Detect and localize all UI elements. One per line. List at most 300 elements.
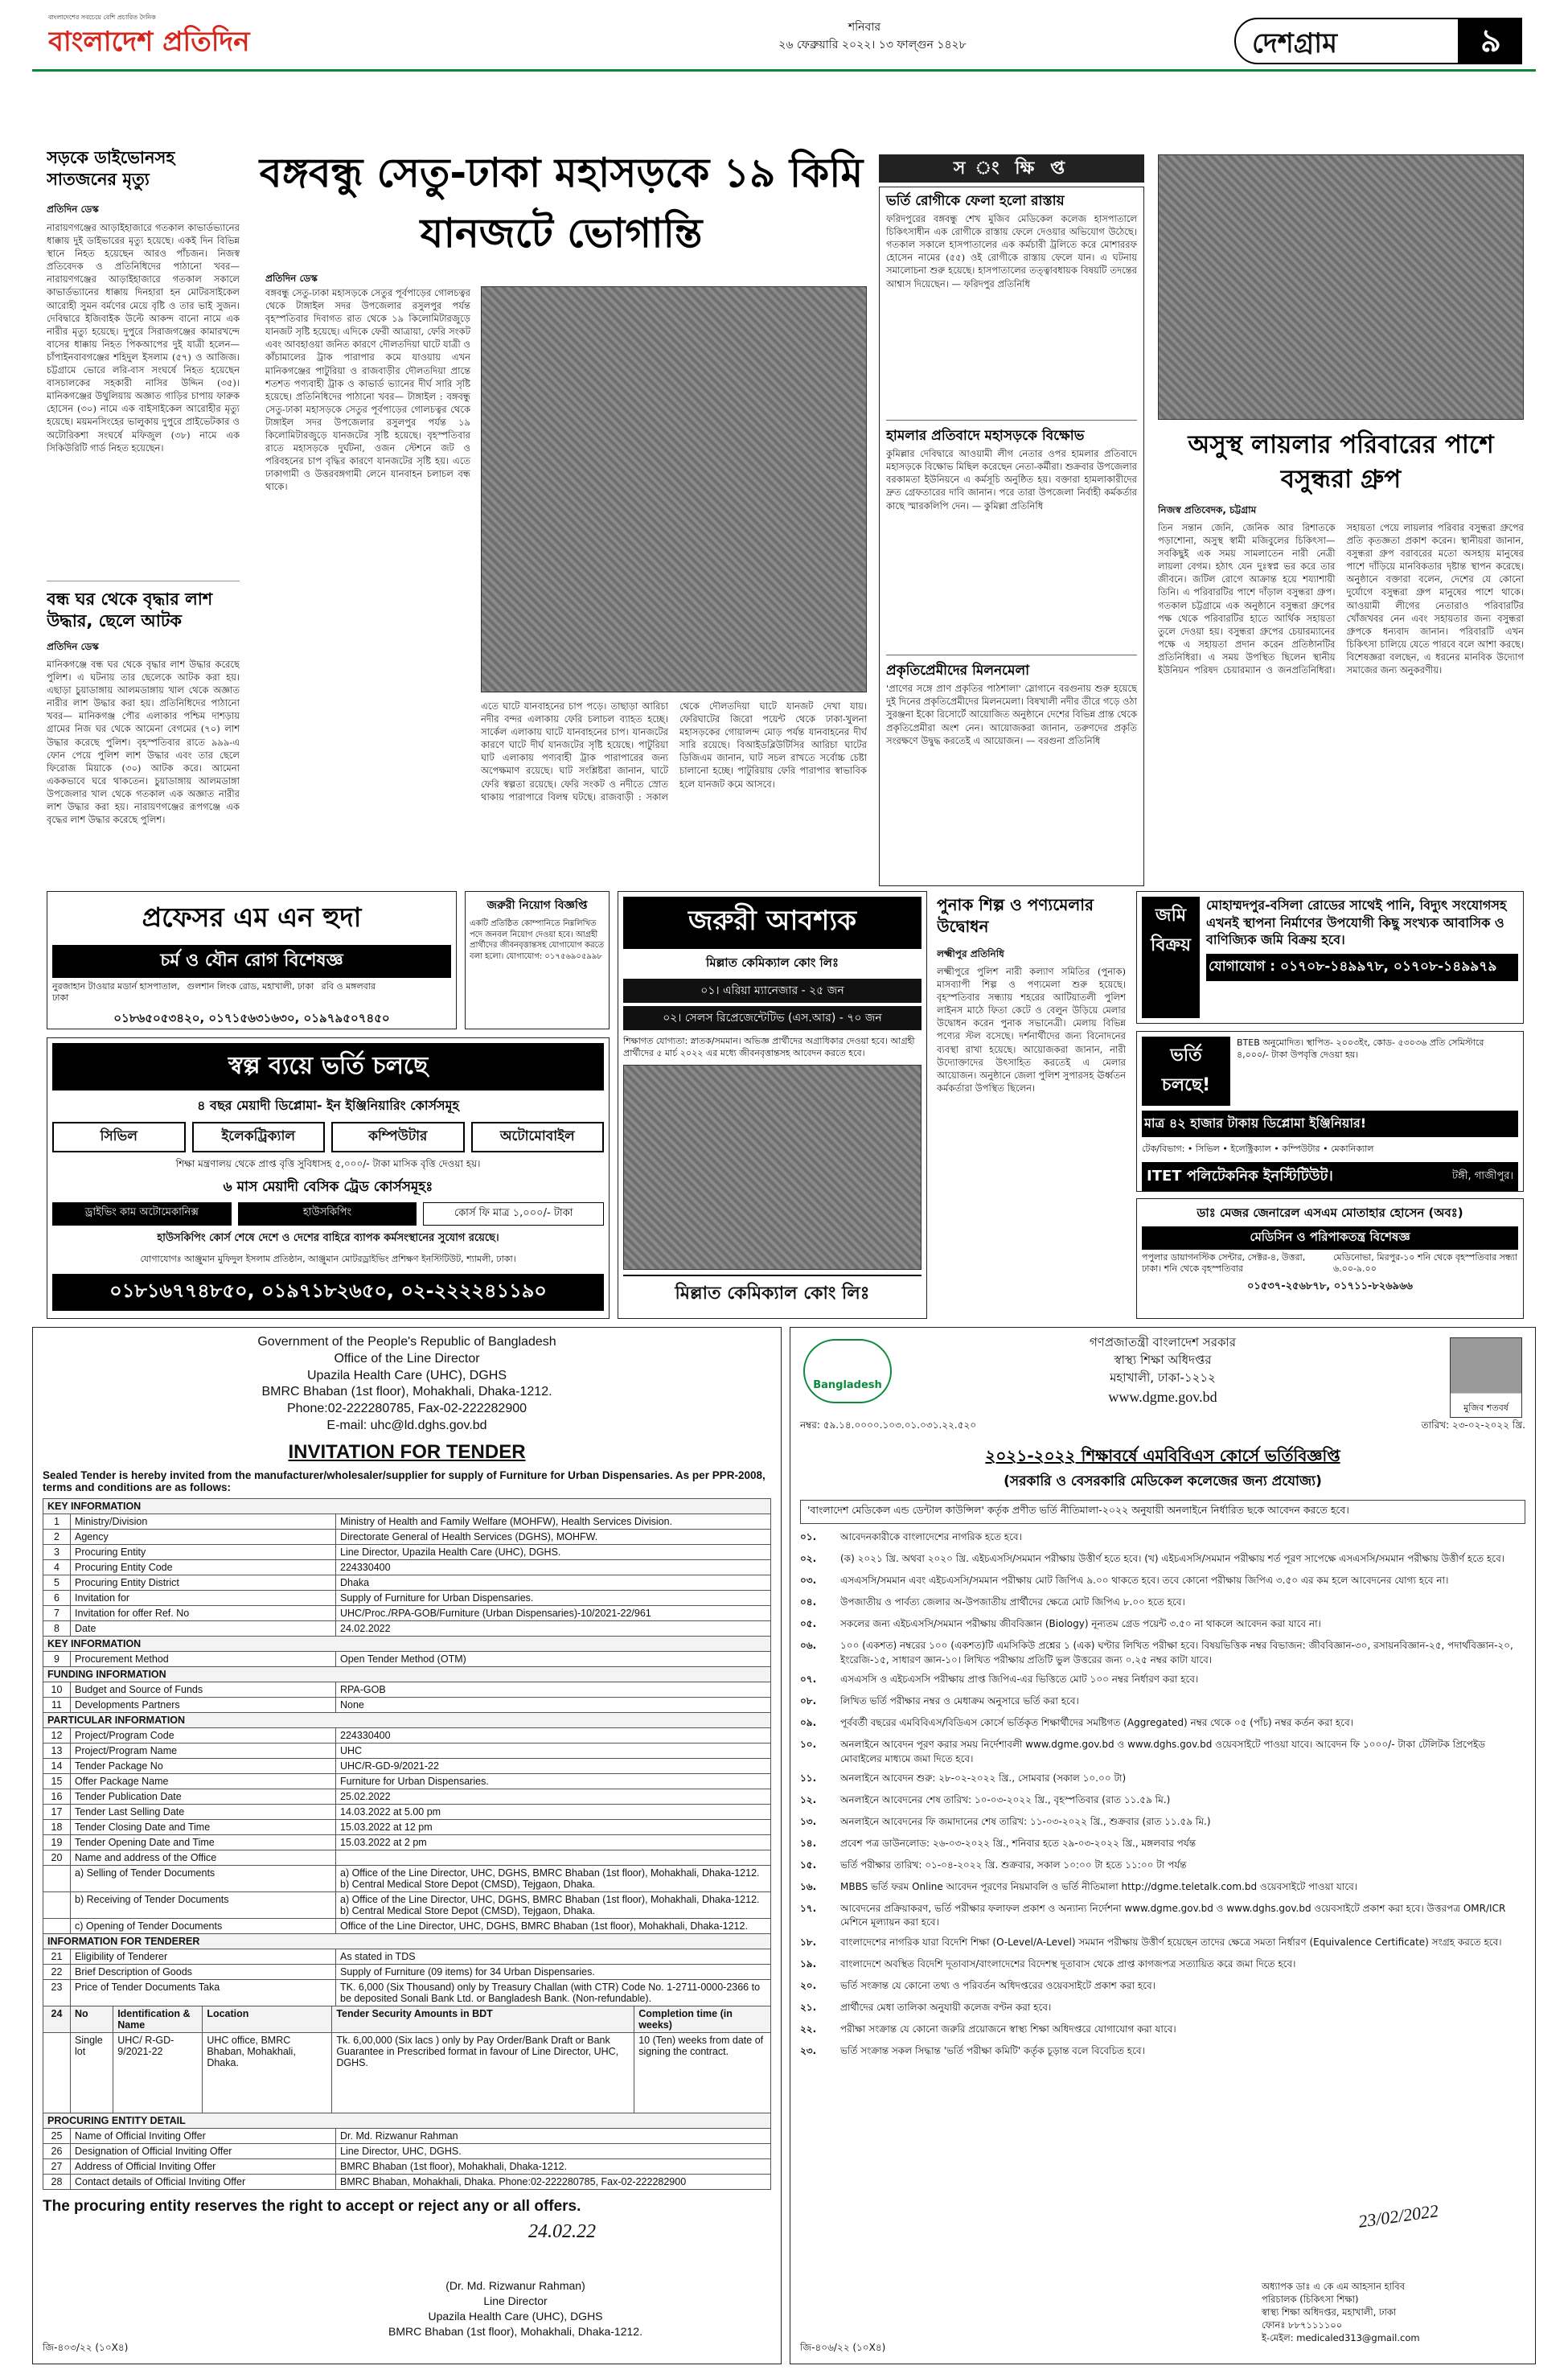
row-label: Ministry/Division [71,1514,336,1529]
row-value: 25.02.2022 [336,1789,771,1804]
masthead-tagline: বাংলাদেশের সবচেয়ে বেশি প্রচারিত দৈনিক [48,14,156,21]
list-item [800,1902,1525,1930]
list-item [800,1552,1525,1568]
mbbs-gov: গণপ্রজাতন্ত্রী বাংলাদেশ সরকার [1089,1335,1237,1349]
story2-body: মানিকগঞ্জে বন্ধ ঘর থেকে বৃদ্ধার লাশ উদ্ধার করেছে পুলিশ। এ ঘটনায় তার ছেলেকে আটক করা হয়। এছাড়া চুয়াডাঙ্গায় আলমডাঙ্গায় খাল থেকে অজ্ঞাত নারীর লাশ উদ্ধার করা হয়। প্রতিনিধিদের পাঠানো খবর— মানিকগঞ্জ পৌর এলাকার পশ্চিম দাশড়ায় গ্রামের নিজ ঘর থেকে আমেনা বেগমের (৭০) লাশ উদ্ধার করেছে পুলিশ। বৃহস্পতিবার রাতে ৯৯৯-এ ফোন পেয়ে পুলিশ লাশ উদ্ধার এবং তার ছেলে ফিরোজ মিয়াকে (৩০) আটক করে। আমেনা এককভাবে ঘরে থাকতেন। চুয়াডাঙ্গায় আলমডাঙ্গা উপজেলার খাল থেকে গতকাল এক অজ্ঞাত নারীর লাশ উদ্ধার করা হয়। নারায়ণগঞ্জের রূপগঞ্জে এক বৃদ্ধের লাশ উদ্ধার করেছে পুলিশ। [47,659,240,826]
row-label: Designation of Official Inviting Offer [71,2143,336,2158]
item-text: ভর্তি সংক্রান্ত যে কোনো তথ্য ও পরিবর্তন অধিদপ্তরের ওয়েবসাইটে প্রকাশ করা হবে। [840,1979,1155,1991]
list-item [800,1936,1525,1952]
row-number: 14 [43,1758,71,1773]
notice-title: জরুরী নিয়োগ বিজ্ঞপ্তি [486,899,588,912]
row-value: Directorate General of Health Services (DGHS), MOHFW. [336,1529,771,1544]
mbbs-address: মহাখালী, ঢাকা-১২১২ [1110,1370,1216,1385]
list-item [800,1716,1525,1732]
admission-title: স্বল্প ব্যয়ে ভর্তি চলছে [52,1043,604,1090]
table-section-row [43,1498,771,1514]
row-value: RPA-GOB [336,1682,771,1697]
list-item [800,1772,1525,1788]
mh-specialty: মেডিসিন ও পরিপাকতন্ত্র বিশেষজ্ঞ [1142,1226,1518,1250]
table-row [43,1891,771,1918]
admission-ad [47,1037,610,1319]
page-number: ৯ [1459,18,1522,64]
row-value: As stated in TDS [336,1949,771,1964]
signer-title: Line Director [483,2294,548,2308]
item-number: ০৯. [800,1717,817,1729]
list-item [800,1793,1525,1809]
row-number: 12 [43,1727,71,1743]
item-text: অনলাইনে আবেদন শুরু: ২৮-০২-২০২২ খ্রি., সোমবার (সকাল ১০.০০ টা) [840,1772,1127,1784]
table-row [43,1529,771,1544]
mbbs-items [800,1530,1525,2060]
item-text: বাংলাদেশে অবস্থিত বিদেশি দূতাবাস/বাংলাদেশের বিদেশস্থ দূতাবাস থেকে প্রাপ্ত কাগজপত্র সত্যায়িত করে জমা দিতে হবে। [840,1957,1296,1969]
list-item [800,1596,1525,1612]
brief-box [879,187,1144,886]
table-row [43,1819,771,1834]
story1-body: নারায়ণগঞ্জের আড়াইহাজারে গতকাল কাভার্ডভ্যানের ধাক্কায় দুই ডাইভারের মৃত্যু হয়েছে। একই দিন বিভিন্ন স্থানে নিহত হয়েছেন আরও পাঁচজন। নিজস্ব প্রতিবেদক ও প্রতিনিধিদের পাঠানো খবর— নারায়ণগঞ্জের আড়াইহাজারে গতকাল সকালে কাভার্ডভ্যানের ধাক্কায় দিনহারা হন মোটরসাইকেল আরোহী সুমন বর্মণের মেয়ে বৃষ্টি ও তার ভাই সুজন। দেবিদ্বারে ইজিবাইক উল্টে আকন্দ বানো নামে এক নারীর মৃত্যু হয়েছে। দুপুরে সিরাজগঞ্জের কামারখন্দে বাসের ধাক্কায় নিহত পিকআপের দুই যাত্রী হলেন— চাঁপাইনবাবগঞ্জের শহিদুল ইসলাম (৫৭) ও আজিজ। চট্টগ্রামে ভোরে লরি-বাস সংঘর্ষে নিহত হয়েছেন বাসচালকের সহকারী নাসির উদ্দিন (৩৫)। মানিকগঞ্জের উথুলিয়ায় অজ্ঞাত গাড়ির চাপায় ফারুক হোসেন (৩০) নামে এক বাইসাইকেল আরোহীর মৃত্যু হয়েছে। ময়মনসিংহের ভালুকায় দুপুরে প্রাইভেটকার ও অটোরিকশা সংঘর্ষে মফিজুল (৩৮) নামে এক সিকিউরিটি গার্ড নিহত হয়েছেন। [47,222,240,454]
admission-sub: ৪ বছর মেয়াদী ডিপ্লোমা- ইন ইঞ্জিনিয়ারিং কোর্সসমূহ [197,1098,459,1113]
table-row [43,2143,771,2158]
table-row [43,1697,771,1712]
item-text: অনলাইনে আবেদনের ফি জমাদানের শেষ তারিখ: ১১-০৩-২০২২ খ্রি., শুক্রবার (রাত ১১.৫৯ মি.) [840,1815,1211,1827]
masthead-rule [32,69,1536,72]
lot-cell: UHC office, BMRC Bhaban, Mohakhali, Dhaka. [203,2032,332,2113]
mujib-logo: মুজিব শতবর্ষ [1450,1337,1522,1418]
item-number: ০৭. [800,1674,817,1686]
traffic-jam-photo [481,286,867,692]
item-number: ১০. [800,1739,817,1751]
list-item [800,1880,1525,1896]
item-number: ১৩. [800,1815,817,1827]
item-text: পূর্ববর্তী বছরের এমবিবিএস/বিডিএস কোর্সে ভর্তিকৃত শিক্ষার্থীদের সমষ্টিগত (Aggregated) নম্বর থেকে ০৫ (পাঁচ) নম্বর কর্তন করা হবে। [840,1717,1353,1729]
lot-header: No [71,2006,113,2032]
row-number: 9 [43,1651,71,1666]
course-fee: কোর্স ফি মাত্র ১,০০০/- টাকা [423,1202,604,1226]
short-course-tag: হাউসকিপিং [238,1202,417,1226]
item-text: বাংলাদেশের নাগরিক যারা বিদেশি শিক্ষা (O-Level/A-Level) সমমান পরীক্ষায় উত্তীর্ণ হয়েছেন তাদের ক্ষেত্রে সমতা নির্ধারণ (Equivalence Certificate) সংগ্রহ করতে হবে। [840,1936,1502,1948]
signer-name: (Dr. Md. Rizwanur Rahman) [445,2279,585,2293]
row-number: 23 [43,1979,71,2006]
row-label: a) Selling of Tender Documents [71,1865,336,1891]
row-value: UHC [336,1743,771,1758]
row-number: 10 [43,1682,71,1697]
table-section-row [43,2113,771,2128]
mbbs-signature-date: 23/02/2022 [1357,2200,1440,2232]
list-item [800,1979,1525,1995]
row-value: Ministry of Health and Family Welfare (MOHFW), Health Services Division. [336,1514,771,1529]
mbbs-title: ২০২১-২০২২ শিক্ষাবর্ষে এমবিবিএস কোর্সে ভর্তিবিজ্ঞপ্তি [985,1446,1340,1466]
item-text: সকলের জন্য এইচএসসি/সমমান পরীক্ষায় জীববিজ্ঞান (Biology) নূন্যতম গ্রেড পয়েন্ট ৩.৫০ না থাকলে আবেদন করা যাবে না। [840,1618,1321,1630]
jobs-position: ০২। সেলস রিপ্রেজেন্টেটিভ (এস.আর) - ৭০ জন [623,1006,922,1030]
tender-bmrc: BMRC Bhaban (1st floor), Mohakhali, Dhaka-1212. [261,1385,552,1399]
doctor-ad [47,891,457,1029]
row-number: 20 [43,1850,71,1865]
row-value: Furniture for Urban Dispensaries. [336,1773,771,1789]
mbbs-subtitle: (সরকারি ও বেসরকারি মেডিকেল কলেজের জন্য প্রযোজ্য) [1004,1473,1322,1490]
section-heading: KEY INFORMATION [43,1498,771,1514]
tender-title: INVITATION FOR TENDER [288,1440,526,1463]
row-number: 26 [43,2143,71,2158]
row-number: 13 [43,1743,71,1758]
admission-stipend: শিক্ষা মন্ত্রণালয় থেকে প্রাপ্ত বৃত্তি সুবিধাসহ ৫,০০০/- টাকা মাসিক বৃত্তি দেওয়া হয়। [175,1158,481,1169]
row-value: 15.03.2022 at 2 pm [336,1834,771,1850]
table-row [43,1850,771,1865]
item-number: ১৬. [800,1880,817,1892]
lot-cell [43,2032,71,2113]
item-text: ভর্তি সংক্রান্ত সকল সিদ্ধান্ত 'ভর্তি পরীক্ষা কমিটি' কর্তৃক চূড়ান্ত বলে বিবেচিত হবে। [840,2044,1145,2056]
brief-label: স ং ক্ষি প্ত [879,154,1144,183]
jobs-company: মিল্লাত কেমিক্যাল কোং লিঃ [706,955,839,970]
itet-label: ভর্তি চলছে! [1142,1037,1230,1106]
table-row [43,1979,771,2006]
row-label: Name of Official Inviting Offer [71,2128,336,2143]
table-row [43,1620,771,1636]
table-section-row [43,1666,771,1682]
row-label: Price of Tender Documents Taka [71,1979,336,2006]
land-label: জমি বিক্রয় [1142,897,1200,1018]
tender-reserve: The procuring entity reserves the right to accept or reject any or all offers. [43,2197,581,2215]
mh-chamber-1: পপুলার ডায়াগনস্টিক সেন্টার, সেক্টর-৪, উত্তরা, ঢাকা। শনি থেকে বৃহস্পতিবার [1142,1252,1306,1275]
row-label: Project/Program Name [71,1743,336,1758]
short-course-title: ৬ মাস মেয়াদী বেসিক ট্রেড কোর্সসমূহঃ [223,1179,433,1195]
item-number: ০৩. [800,1575,817,1587]
row-label: Address of Official Inviting Offer [71,2158,336,2174]
mbbs-intro: 'বাংলাদেশ মেডিকেল এন্ড ডেন্টাল কাউন্সিল' কর্তৃক প্রণীত ভর্তি নীতিমালা-২০২২ অনুযায়ী অনলাইনে নির্ধারিত ছকে আবেদন করতে হবে। [800,1500,1525,1524]
itet-ad [1136,1031,1524,1192]
row-label: Procuring Entity District [71,1575,336,1590]
tender-gov: Government of the People's Republic of Bangladesh [257,1335,556,1349]
row-label: Name and address of the Office [71,1850,336,1865]
table-row [43,1949,771,1964]
masthead-day: শনিবার [848,21,881,34]
short-course-tag: ড্রাইভিং কাম অটোমেকানিক্স [52,1202,232,1226]
masthead-logo: বাংলাদেশ প্রতিদিন [48,26,250,58]
row-number: 22 [43,1964,71,1979]
item-text: উপজাতীয় ও পার্বত্য জেলার অ-উপজাতীয় প্রার্থীদের ক্ষেত্রে মোট জিপিএ ৮.০০ হতে হবে। [840,1596,1185,1608]
itet-info: BTEB অনুমোদিত। স্থাপিত- ২০০৩ইং, কোড- ৫৩০৩৬ প্রতি সেমিস্টারে ৪,০০০/- টাকা উপবৃত্তি দেওয়া হয়। [1237,1037,1484,1061]
item-number: ০৪. [800,1596,817,1608]
item-number: ২১. [800,2001,817,2013]
tender-phone: Phone:02-222280785, Fax-02-222282900 [286,1402,527,1416]
table-row [43,1773,771,1789]
row-label: Procurement Method [71,1651,336,1666]
row-value: TK. 6,000 (Six Thousand) only by Treasury Challan (with CTR) Code No. 1-2711-0000-2366 to be deposited Sonali Bank Ltd. or Bangladesh Bank. (Non-refundable). [336,1979,771,2006]
row-number: 28 [43,2174,71,2189]
table-section-row [43,1636,771,1651]
row-label: Offer Package Name [71,1773,336,1789]
bangladesh-logo: Bangladesh [803,1339,892,1403]
mbbs-date: তারিখ: ২৩-০২-২০২২ খ্রি. [1421,1419,1525,1431]
row-number: 2 [43,1529,71,1544]
mbbs-memo: নম্বর: ৫৯.১৪.০০০০.১০৩.০১.০৩১.২২.৫২০ [800,1419,977,1431]
item-number: ১৮. [800,1936,817,1948]
admission-address: যোগাযোগঃ আঞ্জুমান মুফিদুল ইসলাম প্রতিষ্ঠান, আঞ্জুমান মোটরড্রাইভিং প্রশিক্ষণ ইনস্টিটিউট, শ্যামলী, ঢাকা। [140,1254,516,1264]
row-value: Office of the Line Director, UHC, DGHS, BMRC Bhaban (1st floor), Mohakhali, Dhaka-1212. [336,1918,771,1933]
item-number: ১২. [800,1793,817,1805]
row-value: 224330400 [336,1727,771,1743]
jobs-position: ০১। এরিয়া ম্যানেজার - ২৫ জন [623,979,922,1003]
brief-item-title: ভর্তি রোগীকে ফেলা হলো রাস্তায় [886,193,1065,209]
item-number: ১৪. [800,1837,817,1849]
row-number: 8 [43,1620,71,1636]
basundhara-headline: অসুস্থ লায়লার পরিবারের পাশে বসুন্ধরা গ্রুপ [1188,430,1494,495]
row-label: Invitation for [71,1590,336,1605]
punak-body: লক্ষ্মীপুরে পুলিশ নারী কল্যাণ সমিতির (পুনাক) মাসব্যাপী শিল্প ও পণ্যমেলা শুরু হয়েছে। বৃহস্পতিবার সন্ধ্যায় শহরের আটিয়াতলী পুলিশ লাইনস মাঠে ফিতা কেটে ও বেলুন উড়িয়ে মেলার উদ্বোধন করেন পুনাক সভানেত্রী। মেলায় বিভিন্ন পণ্যের স্টল বসেছে। দর্শনার্থীদের জন্য বিনোদনের ব্যবস্থা রাখা হয়েছে। আয়োজকরা জানান, নারী উদ্যোক্তাদের উৎসাহিত করতেই এ মেলার আয়োজন। অনুষ্ঠানে জেলা পুলিশ সুপারসহ ঊর্ধ্বতন কর্মকর্তারা উপস্থিত ছিলেন। [937,966,1126,1094]
row-label: Tender Last Selling Date [71,1804,336,1819]
row-label: Tender Publication Date [71,1789,336,1804]
story1-headline: সড়কে ডাইভোনসহ সাতজনের মৃত্যু [47,148,175,190]
tender-table [43,1498,771,2006]
table-row [43,1727,771,1743]
table-row [43,1918,771,1933]
lead-body-col1: বঙ্গবন্ধু সেতু-ঢাকা মহাসড়কে সেতুর পূর্বপাড়ের গোলচত্বর থেকে টাঙ্গাইল সদর উপজেলার রসুলপুর পর্যন্ত বৃহস্পতিবার দিবাগত রাত থেকে ১৯ কিলোমিটারজুড়ে যানজট সৃষ্টি হয়েছে। এদিকে ফেরী আত্রায়া, ফেরি সংকট এবং আবহাওয়া জনিত কারণে দৌলতদিয়া ঘাটে যাত্রী ও কাঁচামালের ট্রাক পারাপার কমে যাওয়ায় এখন মানিকগঞ্জের পাটুরিয়া ও রাজবাড়ীর দৌলতদিয়া প্রান্তে শতশত পণ্যবাহী ট্রাক ও কাভার্ড ভ্যানের দীর্ঘ সারি সৃষ্টি হয়েছে। প্রতিনিধিদের পাঠানো খবর— টাঙ্গাইল : বঙ্গবন্ধু সেতু-ঢাকা মহাসড়কে সেতুর পূর্বপাড়ের গোলচত্বর থেকে টাঙ্গাইল সদর উপজেলার রসুলপুর পর্যন্ত ১৯ কিলোমিটারজুড়ে যানজটের সৃষ্টি হয়েছে। বৃহস্পতিবার রাতে মহাসড়কে দুর্ঘটনা, ওজন স্টেশনে জট ও পরিবহনের চাপ বৃদ্ধির কারণে যানজটের সৃষ্টি হয়। এতে ঢাকাগামী ও উত্তরবঙ্গগামী লেনে যানবাহন চলাচল বন্ধ থাকে। [265,287,470,493]
story1-byline: প্রতিদিন ডেস্ক [47,203,99,215]
punak-headline: পুনাক শিল্প ও পণ্যমেলার উদ্বোধন [937,895,1094,936]
list-item [800,1639,1525,1667]
row-number: 21 [43,1949,71,1964]
table-row [43,1590,771,1605]
row-label: Brief Description of Goods [71,1964,336,1979]
land-sale-ad [1136,891,1524,1024]
chamber-days: রবি ও মঙ্গলবার [321,981,376,992]
list-item [800,1738,1525,1766]
lead-byline: প্রতিদিন ডেস্ক [265,273,318,284]
item-text: ভর্তি পরীক্ষার তারিখ: ০১-০৪-২০২২ খ্রি. শুক্রবার, সকাল ১০:০০ টা হতে ১১:০০ টা পর্যন্ত [840,1859,1187,1871]
row-label: Agency [71,1529,336,1544]
list-item [800,2044,1525,2060]
admission-phones: ০১৮১৬৭৭৪৮৫০, ০১৯৭১৮২৬৫০, ০২-২২২২৪১১৯০ [52,1274,604,1311]
row-number: 27 [43,2158,71,2174]
medicine-doctor-ad [1136,1198,1524,1319]
land-title: মোহাম্মদপুর-বসিলা রোডের সাথেই পানি, বিদ্যুৎ সংযোগসহ এখনই স্থাপনা নির্মাণের উপযোগী কিছু সংখ্যক আবাসিক ও বাণিজ্যিক জমি বিক্রয় হবে। [1206,897,1507,948]
table-row [43,1605,771,1620]
table-row [43,1651,771,1666]
item-number: ২০. [800,1979,817,1991]
row-number [43,1865,71,1891]
row-label: Project/Program Code [71,1727,336,1743]
table-row [43,1865,771,1891]
mbbs-dept: স্বাস্থ্য শিক্ষা অধিদপ্তর [1114,1352,1212,1367]
lead-body-col2: এতে ঘাটে যানবাহনের চাপ পড়ে। তাছাড়া আরিচা নদীর বন্দর এলাকায় ফেরি চলাচল ব্যাহত হচ্ছে। সার্কেল এলাকায় ঘাটে যানবাহনের চাপ। যানজটের কারণে ঘাটে দীর্ঘ যানজটের সৃষ্টি হয়েছে। পাটুরিয়া ঘাট এলাকায় পণ্যবাহী ট্রাক পারাপারের জন্য অপেক্ষমাণ রয়েছে। ঘাট সংশ্লিষ্টরা জানান, ঘাটে ফেরি স্বল্পতা রয়েছে। ফেরি সংকট ও নদীতে স্রোত থাকায় পারাপারে বিলম্ব ঘটছে। রাজবাড়ী : সকাল থেকে দৌলতদিয়া ঘাটে যানজট দেখা যায়। ফেরিঘাটের জিরো পয়েন্ট থেকে ঢাকা-খুলনা মহাসড়কের গোয়ালন্দ মোড় পর্যন্ত যানবাহনের দীর্ঘ সারি রয়েছে। বিআইডব্লিউটিসির আরিচা ঘাটের ডিজিএম জানান, ঘাট সচল রাখতে সর্বোচ্চ চেষ্টা চালানো হচ্ছে। পাটুরিয়ায় ফেরি পারাপার স্বাভাবিক হলে যানজট কমে আসবে। [481,700,867,803]
row-value: Line Director, UHC, DGHS. [336,2143,771,2158]
item-number: ০৮. [800,1695,817,1707]
course-tag: ইলেকট্রিক্যাল [192,1122,326,1152]
chamber-1: নুরজাহান টাওয়ার মডার্ন হাসপাতাল, ঢাকা [52,981,180,1004]
row-value: UHC/R-GD-9/2021-22 [336,1758,771,1773]
item-number: ২২. [800,2023,817,2035]
row-value: BMRC Bhaban (1st floor), Mohakhali, Dhaka-1212. [336,2158,771,2174]
row-label: Developments Partners [71,1697,336,1712]
row-number [43,1891,71,1918]
item-text: প্রার্থীদের মেধা তালিকা অনুযায়ী কলেজ বণ্টন করা হবে। [840,2001,1052,2013]
brief-item-title: প্রকৃতিপ্রেমীদের মিলনমেলা [886,663,1030,680]
lot-cell: UHC/ R-GD-9/2021-22 [113,2032,203,2113]
row-value: BMRC Bhaban, Mohakhali, Dhaka. Phone:02-222280785, Fax-02-222282900 [336,2174,771,2189]
table-row [43,1559,771,1575]
row-value: 224330400 [336,1559,771,1575]
lot-cell: Single lot [71,2032,113,2113]
basundhara-body: তিন সন্তান জেনি, জেনিক আর রিশাতকে পড়াশোনা, অসুস্থ স্বামী মজিবুলের চিকিৎসা— সবকিছুই এক সময় সামলাতেন নারী নেত্রী লায়লা বেগম। হঠাৎ যেন দুঃস্বপ্ন ভর করে তার জীবনে। জটিল রোগে আক্রান্ত হয়ে শয্যাশায়ী তিনি। এ পরিবারটির পাশে দাঁড়াল বসুন্ধরা গ্রুপ। গতকাল চট্টগ্রামে এক অনুষ্ঠানে বসুন্ধরা গ্রুপের পক্ষ থেকে পরিবারটির হাতে আর্থিক সহায়তা তুলে দেওয়া হয়। বসুন্ধরা গ্রুপের চেয়ারম্যানের পক্ষে এ সহায়তা প্রদান করেন প্রতিষ্ঠানটির প্রতিনিধিরা। এ সময় উপস্থিত ছিলেন স্থানীয় ইউনিয়ন পরিষদ চেয়ারম্যান ও জনপ্রতিনিধিরা। সহায়তা পেয়ে লায়লার পরিবার বসুন্ধরা গ্রুপের প্রতি কৃতজ্ঞতা প্রকাশ করেন। স্থানীয়রা জানান, বসুন্ধরা গ্রুপ বরাবরের মতো অসহায় মানুষের পাশে দাঁড়িয়ে মানবিকতার দৃষ্টান্ত স্থাপন করেছে। অনুষ্ঠানে বক্তারা বলেন, দেশের যে কোনো দুর্যোগে বসুন্ধরা গ্রুপ মানুষের পাশে থাকে। আওয়ামী লীগের নেতারাও পরিবারটির খোঁজখবর নেন এবং সহায়তার জন্য বসুন্ধরা গ্রুপকে ধন্যবাদ জানান। পরিবারটি এখন চিকিৎসা চালিয়ে যেতে পারবে বলে আশা করছে। বিশেষজ্ঞরা বলছেন, এ ধরনের মানবিক উদ্যোগ সমাজের জন্য অনুকরণীয়। [1158,522,1524,676]
list-item [800,2001,1525,2017]
row-number: 3 [43,1544,71,1559]
row-value: Supply of Furniture for Urban Dispensaries. [336,1590,771,1605]
table-row [43,1514,771,1529]
itet-name: ITET পলিটেকনিক ইনস্টিটিউট। [1147,1168,1333,1185]
row-number [43,1918,71,1933]
admission-bottom: হাউসকিপিং কোর্স শেষে দেশে ও দেশের বাহিরে ব্যাপক কর্মসংস্থানের সুযোগ রয়েছে। [157,1232,499,1244]
tender-signature-date: 24.02.22 [528,2221,596,2242]
mh-chamber-2: মেডিনোভা, মিরপুর-১০ শনি থেকে বৃহস্পতিবার সন্ধ্যা ৬.০০-৯.০০ [1333,1252,1518,1275]
row-value: a) Office of the Line Director, UHC, DGHS, BMRC Bhaban (1st floor), Mohakhali, Dhaka-1212. b) Central Medical Store Depot (CMSD), Tejgaon, Dhaka. [336,1865,771,1891]
row-label: Tender Closing Date and Time [71,1819,336,1834]
itet-address: টঙ্গী, গাজীপুর। [1452,1170,1513,1182]
list-item [800,1859,1525,1875]
row-label: c) Opening of Tender Documents [71,1918,336,1933]
item-text: প্রবেশ পত্র ডাউনলোড: ২৬-০৩-২০২২ খ্রি., শনিবার হতে ২৯-০৩-২০২২ খ্রি., মঙ্গলবার পর্যন্ত [840,1837,1196,1849]
list-item [800,1574,1525,1590]
mh-phones: ০১৫৩৭-২৫৬৮৭৮, ০১৭১১-৮২৬৯৬৬ [1246,1279,1414,1292]
list-item [800,1617,1525,1633]
table-row [43,1743,771,1758]
lot-header: Location [203,2006,332,2032]
row-label: Contact details of Official Inviting Offer [71,2174,336,2189]
lot-header: Identification & Name [113,2006,203,2032]
table-section-row [43,1933,771,1949]
jobs-title: জরুরী আবশ্যক [623,897,922,949]
table-row [43,1964,771,1979]
brief-item-body: কুমিল্লার দেবিদ্বারে আওয়ামী লীগ নেতার ওপর হামলার প্রতিবাদে মহাসড়কে বিক্ষোভ মিছিল করেছেন নেতা-কর্মীরা। শুক্রবার উপজেলার বরকামতা ইউনিয়নে এ কর্মসূচি অনুষ্ঠিত হয়। বক্তারা হামলাকারীদের দ্রুত গ্রেফতারের দাবি জানান। পরে তারা উপজেলা নির্বাহী কর্মকর্তার কাছে স্মারকলিপি দেন। — কুমিল্লা প্রতিনিধি [886,448,1137,511]
item-number: ২৩. [800,2044,817,2056]
item-text: আবেদনকারীকে বাংলাদেশের নাগরিক হতে হবে। [840,1531,1022,1543]
punak-byline: লক্ষ্মীপুর প্রতিনিধি [937,948,1004,959]
mbbs-signer-name: অধ্যাপক ডাঃ এ কে এম আহসান হাবিব [1262,2280,1406,2292]
list-item [800,1815,1525,1831]
row-label: Tender Package No [71,1758,336,1773]
row-value: a) Office of the Line Director, UHC, DGHS, BMRC Bhaban (1st floor), Mohakhali, Dhaka-1212. b) Central Medical Store Depot (CMSD), Tejgaon, Dhaka. [336,1891,771,1918]
ad-code: জি-৪০৬/২২ (১০X৪) [800,2342,886,2353]
brief-item-body: ফরিদপুরের বঙ্গবন্ধু শেখ মুজিব মেডিকেল কলেজ হাসপাতালে চিকিৎসাধীন এক রোগীকে রাস্তায় ফেলে দেওয়ার অভিযোগ উঠেছে। গতকাল সকালে হাসপাতালের এক কর্মচারী ট্রলিতে করে মোশাররফ হোসেন নামের (৫৫) ওই রোগীকে রাস্তায় ফেলে যান। এ ঘটনায় সমালোচনা শুরু হয়েছে। হাসপাতালের তত্ত্বাবধায়ক বিষয়টি তদন্তের আশ্বাস দিয়েছেন। — ফরিদপুর প্রতিনিধি [886,213,1137,290]
item-number: ১১. [800,1772,817,1784]
lot-cell: 10 (Ten) weeks from date of signing the contract. [634,2032,771,2113]
section-heading: INFORMATION FOR TENDERER [43,1933,771,1949]
ad-code: জি-৪০৩/২২ (১০X৪) [43,2342,129,2353]
lot-header: 24 [43,2006,71,2032]
itet-techs: টেক/বিভাগ: • সিভিল • ইলেক্ট্রিক্যাল • কম্পিউটার • মেকানিক্যাল [1142,1144,1374,1154]
row-value: 14.03.2022 at 5.00 pm [336,1804,771,1819]
chamber-2: গুলশান লিংক রোড, মহাখালী, ঢাকা [187,981,314,992]
course-tag: অটোমোবাইল [471,1122,605,1152]
doctor-phones: ০১৮৬৫০৫৩৪২০, ০১৭১৫৬৩১৬৩০, ০১৯৭৯৫০৭৪৫০ [113,1010,390,1025]
table-row [43,2174,771,2189]
land-phones: যোগাযোগ : ০১৭০৮-১৪৯৯৭৮, ০১৭০৮-১৪৯৯৭৯ [1206,954,1518,981]
row-value: None [336,1697,771,1712]
table-section-row [43,1712,771,1727]
mh-name: ডাঃ মেজর জেনারেল এসএম মোতাহার হোসেন (অবঃ) [1197,1205,1463,1220]
item-number: ১৫. [800,1859,817,1871]
table-row [43,1758,771,1773]
notice-body: একটি প্রতিষ্ঠিত কোম্পানিতে নিম্নলিখিত পদে জনবল নিয়োগ দেওয়া হবে। আগ্রহী প্রার্থীদের জীবনবৃত্তান্তসহ যোগাযোগ করতে বলা হলো। যোগাযোগ: ০১৭৫৬৯০৫৯৯৮ [470,919,605,961]
item-number: ০৫. [800,1618,817,1630]
lot-header: Tender Security Amounts in BDT [332,2006,634,2032]
item-number: ০১. [800,1531,817,1543]
row-label: Invitation for offer Ref. No [71,1605,336,1620]
millat-jobs-ad [618,891,927,1319]
item-text: আবেদনের প্রক্রিয়াকরণ, ভর্তি পরীক্ষার ফলাফল প্রকাশ ও অন্যান্য নির্দেশনা www.dgme.gov.bd ও www.dghs.gov.bd ওয়েবসাইটে প্রকাশ করা হবে। উত্তরপত্র OMR/ICR মেশিনে মূল্যায়ন করা হবে। [840,1902,1506,1928]
tender-intro: Sealed Tender is hereby invited from the manufacturer/wholesaler/supplier for supply of Furniture for Urban Dispensaries. As per PPR-2008, terms and conditions are as follows: [43,1468,766,1493]
doctor-name: প্রফেসর এম এন হুদা [142,902,362,933]
item-number: ০২. [800,1553,817,1565]
itet-highlight: মাত্র ৪২ হাজার টাকায় ডিপ্লোমা ইঞ্জিনিয়ার! [1142,1111,1518,1137]
basundhara-photo [1158,154,1524,420]
item-text: এসএসসি ও এইচএসসি পরীক্ষায় প্রাপ্ত জিপিএ-এর ভিত্তিতে মোট ১০০ নম্বর নির্ধারণ করা হবে। [840,1674,1199,1686]
row-label: Budget and Source of Funds [71,1682,336,1697]
row-number: 4 [43,1559,71,1575]
list-item [800,1957,1525,1974]
row-value: 15.03.2022 at 12 pm [336,1819,771,1834]
table-row [43,1834,771,1850]
row-label: Date [71,1620,336,1636]
tender-email: E-mail: uhc@ld.dghs.gov.bd [326,1418,487,1432]
item-number: ০৬. [800,1640,817,1652]
row-label: Procuring Entity [71,1544,336,1559]
course-tag: সিভিল [52,1122,186,1152]
list-item [800,1837,1525,1853]
row-number: 6 [43,1590,71,1605]
lot-header: Completion time (in weeks) [634,2006,771,2032]
item-text: (ক) ২০২১ খ্রি. অথবা ২০২০ খ্রি. এইচএসসি/সমমান পরীক্ষায় উত্তীর্ণ হতে হবে। (খ) এইচএসসি/সমমান পরীক্ষায় শর্ত পূরণ সাপেক্ষে এসএসসি/সমমান পরীক্ষায় উত্তীর্ণ হতে হবে। [840,1553,1505,1565]
row-number: 16 [43,1789,71,1804]
table-row [43,1789,771,1804]
row-number: 11 [43,1697,71,1712]
lot-cell: Tk. 6,00,000 (Six lacs ) only by Pay Order/Bank Draft or Bank Guarantee in Prescribed format in favour of Line Director, UHC, DGHS. [332,2032,634,2113]
list-item [800,2023,1525,2039]
table-row [43,1575,771,1590]
tender-office: Office of the Line Director [334,1351,480,1366]
item-text: MBBS ভর্তি ফরম Online আবেদন পূরণের নিয়মাবলি ও ভর্তি নীতিমালা http://dgme.teletalk.com.bd ওয়েবসাইটে পাওয়া যাবে। [840,1880,1358,1892]
lot-table [43,2006,771,2113]
signer-address: BMRC Bhaban (1st floor), Mohakhali, Dhaka-1212. [388,2325,642,2339]
row-value: Dr. Md. Rizwanur Rahman [336,2128,771,2143]
section-heading: KEY INFORMATION [43,1636,771,1651]
divider [886,420,1137,421]
item-text: অনলাইনে আবেদনের শেষ তারিখ: ১০-০৩-২০২২ খ্রি., বৃহস্পতিবার (রাত ১১.৫৯ মি.) [840,1793,1171,1805]
table-row [43,1544,771,1559]
basundhara-byline: নিজস্ব প্রতিবেদক, চট্টগ্রাম [1158,504,1257,515]
mbbs-signer-email: ই-মেইল: medicaled313@gmail.com [1262,2331,1420,2343]
section-name: দেশগ্রাম [1234,18,1459,64]
list-item [800,1694,1525,1711]
signer-office: Upazila Health Care (UHC), DGHS [428,2310,603,2323]
item-number: ১৭. [800,1902,817,1914]
row-number: 7 [43,1605,71,1620]
row-number: 25 [43,2128,71,2143]
mbbs-signer-title: পরিচালক (চিকিৎসা শিক্ষা) [1262,2293,1359,2305]
jobs-body: শিক্ষাগত যোগ্যতা: স্নাতক/সমমান। অভিজ্ঞ প্রার্থীদের অগ্রাধিকার দেওয়া হবে। আগ্রহী প্রার্থীদের ৫ মার্চ ২০২২ এর মধ্যে জীবনবৃত্তান্তসহ আবেদন করতে হবে। [623,1036,915,1059]
row-number: 18 [43,1819,71,1834]
item-text: লিখিত ভর্তি পরীক্ষার নম্বর ও মেধাক্রম অনুসারে ভর্তি করা হবে। [840,1695,1079,1707]
table-row [43,1682,771,1697]
masthead-date: ২৬ ফেব্রুয়ারি ২০২২। ১৩ ফাল্গুন ১৪২৮ [778,39,967,51]
mbbs-website: www.dgme.gov.bd [1108,1389,1217,1406]
story2-byline: প্রতিদিন ডেস্ক [47,641,99,652]
section-heading: PARTICULAR INFORMATION [43,1712,771,1727]
tender-uhc: Upazila Health Care (UHC), DGHS [306,1368,507,1382]
row-value: Open Tender Method (OTM) [336,1651,771,1666]
row-number: 1 [43,1514,71,1529]
tender-notice [32,1327,782,2364]
item-number: ১৯. [800,1957,817,1969]
row-number: 19 [43,1834,71,1850]
product-photo [623,1065,922,1270]
